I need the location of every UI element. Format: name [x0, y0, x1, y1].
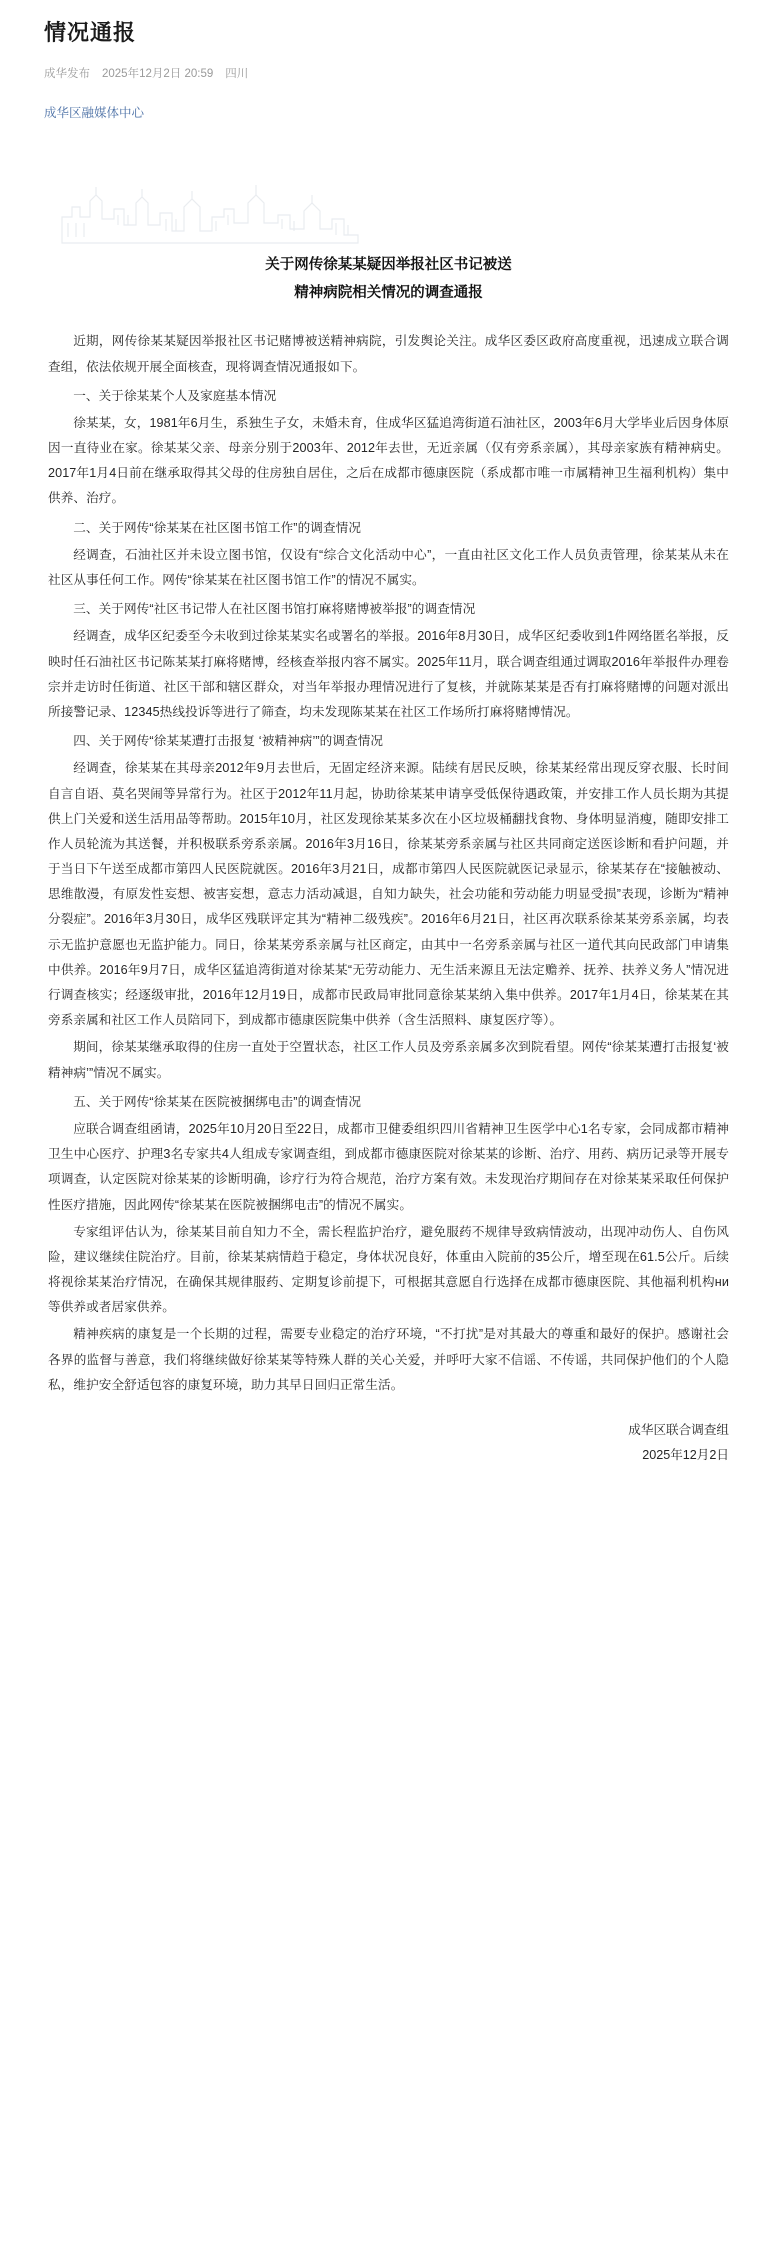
- article-title-line-1: 关于网传徐某某疑因举报社区书记被送: [265, 256, 512, 273]
- article-body: [0, 245, 777, 1398]
- signature-block: [0, 1400, 777, 1508]
- article-title-line-2: 精神病院相关情况的调查通报: [294, 285, 483, 302]
- city-skyline-icon: [60, 173, 360, 245]
- paragraph-3-1: 经调查，成华区纪委至今未收到过徐某某实名或署名的举报。2016年8月30日，成华区纪委收到1件网络匿名举报，反映时任石油社区书记陈某某打麻将赌博，经核查举报内容不属实。2025年11月，联合调查组通过调取2016年举报件办理卷宗并走访时任街道、社区干部和辖区群众，对当年举报办理情况进行了复核，并就陈某某是否有打麻将赌博的问题对派出所接警记录、12345热线投诉等进行了筛查，均未发现陈某某在社区工作场所打麻将赌博情况。: [48, 629, 729, 719]
- meta-region: 四川: [225, 67, 249, 80]
- section-heading-4: 四、关于网传“徐某某遭打击报复 ‘被精神病’”的调查情况: [73, 734, 384, 749]
- paragraph-intro: 近期，网传徐某某疑因举报社区书记赌博被送精神病院，引发舆论关注。成华区委区政府高度重视，迅速成立联合调查组，依法依规开展全面核查，现将调查情况通报如下。: [48, 334, 729, 374]
- page-title: 情况通报: [44, 20, 137, 45]
- paragraph-closing: 精神疾病的康复是一个长期的过程，需要专业稳定的治疗环境，“不打扰”是对其最大的尊重和最好的保护。感谢社会各界的监督与善意，我们将继续做好徐某某等特殊人群的关心关爱，并呼吁大家不信谣、不传谣，共同保护他们的个人隐私，维护安全舒适包容的康复环境，助力其早日回归正常生活。: [48, 1327, 729, 1392]
- skyline-decoration: [0, 173, 777, 245]
- document-header: [0, 0, 777, 121]
- paragraph-4-1: 经调查，徐某某在其母亲2012年9月去世后，无固定经济来源。陆续有居民反映，徐某某经常出现反穿衣服、长时间自言自语、莫名哭闹等异常行为。社区于2012年11月起，协助徐某某申请享受低保待遇政策，并安排工作人员长期为其提供上门关爱和送生活用品等帮助。2015年10月，社区发现徐某某多次在小区垃圾桶翻找食物、身体明显消瘦，随即安排工作人员轮流为其送餐，并积极联系旁系亲属。2016年3月16日，徐某某旁系亲属与社区共同商定送医诊断和看护问题，并于当日下午送至成都市第四人民医院就医。2016年3月21日，成都市第四人民医院就医记录显示，徐某某存在“接触被动、思维散漫，有原发性妄想、被害妄想，意志力活动减退，自知力缺失，社会功能和劳动能力明显受损”表现，诊断为“精神分裂症”。2016年3月30日，成华区残联评定其为“精神二级残疾”。2016年6月21日，社区再次联系徐某某旁系亲属，均表示无监护意愿也无监护能力。同日，徐某某旁系亲属与社区商定，由其中一名旁系亲属与社区一道代其向民政部门申请集中供养。2016年9月7日，成华区猛追湾街道对徐某某“无劳动能力、无生活来源且无法定赡养、抚养、扶养义务人”情况进行调查核实；经逐级审批，2016年12月19日，成都市民政局审批同意徐某某纳入集中供养。2017年1月4日，徐某某在其旁系亲属和社区工作人员陪同下，到成都市德康医院集中供养（含生活照料、康复医疗等）。: [48, 761, 729, 1028]
- paragraph-1-1: 徐某某，女，1981年6月生，系独生子女，未婚未育，住成华区猛追湾街道石油社区，2003年6月大学毕业后因身体原因一直待业在家。徐某某父亲、母亲分别于2003年、2012年去世，无近亲属（仅有旁系亲属），其母亲家族有精神病史。2017年1月4日前在继承取得其父母的住房独自居住，之后在成都市德康医院（系成都市唯一市属精神卫生福利机构）集中供养、治疗。: [48, 415, 729, 506]
- section-heading-1: 一、关于徐某某个人及家庭基本情况: [73, 388, 277, 403]
- section-heading-2: 二、关于网传“徐某某在社区图书馆工作”的调查情况: [73, 520, 362, 535]
- paragraph-4-2: 期间，徐某某继承取得的住房一直处于空置状态，社区工作人员及旁系亲属多次到院看望。网传“徐某某遭打击报复‘被精神病’”情况不属实。: [48, 1040, 729, 1080]
- meta-datetime: 2025年12月2日 20:59: [102, 67, 214, 80]
- signature-date: 2025年12月2日: [642, 1448, 729, 1463]
- document-meta: [44, 65, 733, 81]
- paragraph-expert-assessment: 专家组评估认为，徐某某目前自知力不全，需长程监护治疗，避免服药不规律导致病情波动，出现冲动伤人、自伤风险，建议继续住院治疗。目前，徐某某病情趋于稳定，身体状况良好，体重由入院前的35公斤，增至现在61.5公斤。后续将视徐某某治疗情况，在确保其规律服药、定期复诊前提下，可根据其意愿自行选择在成都市德康医院、其他福利机构ни等供养或者居家供养。: [48, 1224, 729, 1315]
- publisher-link[interactable]: 成华区融媒体中心: [44, 105, 145, 120]
- paragraph-5-1: 应联合调查组函请，2025年10月20日至22日，成都市卫健委组织四川省精神卫生医学中心1名专家，会同成都市精神卫生中心医疗、护理3名专家共4人组成专家调查组，到成都市德康医院对徐某某的诊断、治疗、用药、病历记录等开展专项调查，认定医院对徐某某的诊断明确，诊疗行为符合规范，治疗方案有效。未发现治疗期间存在对徐某某采取任何保护性医疗措施，因此网传“徐某某在医院被捆绑电击”的情况不属实。: [48, 1121, 729, 1212]
- section-heading-3: 三、关于网传“社区书记带人在社区图书馆打麻将赌博被举报”的调查情况: [73, 602, 476, 617]
- paragraph-2-1: 经调查，石油社区并未设立图书馆，仅设有“综合文化活动中心”，一直由社区文化工作人员负责管理，徐某某从未在社区从事任何工作。网传“徐某某在社区图书馆工作”的情况不属实。: [48, 547, 729, 588]
- article-title: [48, 251, 729, 308]
- section-heading-5: 五、关于网传“徐某某在医院被捆绑电击”的调查情况: [73, 1094, 362, 1109]
- meta-source: 成华发布: [44, 67, 90, 80]
- signature-org: 成华区联合调查组: [628, 1423, 729, 1438]
